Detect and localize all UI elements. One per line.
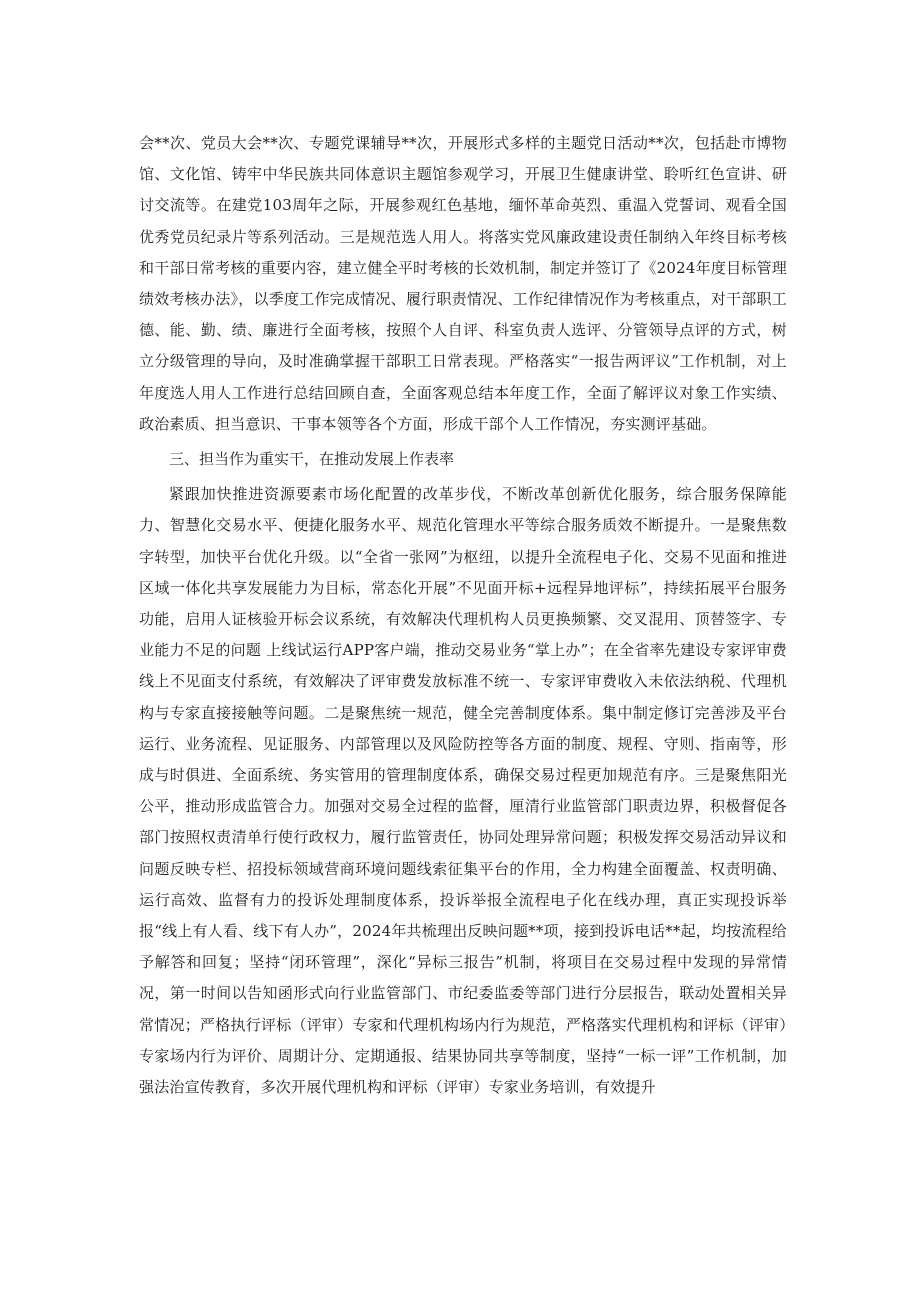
document-body	[139, 128, 787, 1103]
paragraph-development: 紧跟加快推进资源要素市场化配置的改革步伐，不断改革创新优化服务，综合服务保障能力、智慧化交易水平、便捷化服务水平、规范化管理水平等综合服务质效不断提升。一是聚焦数字转型，加快平台优化升级。以“全省一张网”为枢纽，以提升全流程电子化、交易不见面和推进区域一体化共享发展能力为目标，常态化开展”不见面开标+远程异地评标”，持续拓展平台服务功能，启用人证核验开标会议系统，有效解决代理机构人员更换频繁、交叉混用、顶替签字、专业能力不足的问题 上线试运行APP客户端，推动交易业务“掌上办”；在全省率先建设专家评审费线上不见面支付系统，有效解决了评审费发放标准不统一、专家评审费收入未依法纳税、代理机构与专家直接接触等问题。二是聚焦统一规范，健全完善制度体系。集中制定修订完善涉及平台运行、业务流程、见证服务、内部管理以及风险防控等各方面的制度、规程、守则、指南等，形成与时俱进、全面系统、务实管用的管理制度体系，确保交易过程更加规范有序。三是聚焦阳光公平，推动形成监管合力。加强对交易全过程的监督，厘清行业监管部门职责边界，积极督促各部门按照权责清单行使行政权力，履行监管责任，协同处理异常问题；积极发挥交易活动异议和问题反映专栏、招投标领域营商环境问题线索征集平台的作用，全力构建全面覆盖、权责明确、运行高效、监督有力的投诉处理制度体系，投诉举报全流程电子化在线办理，真正实现投诉举报“线上有人看、线下有人办”，2024年共梳理出反映问题**项，接到投诉电话**起，均按流程给予解答和回复；坚持“闭环管理”，深化“异标三报告”机制，将项目在交易过程中发现的异常情况，第一时间以告知函形式向行业监管部门、市纪委监委等部门进行分层报告，联动处置相关异常情况；严格执行评标（评审）专家和代理机构场内行为规范，严格落实代理机构和评标（评审）专家场内行为评价、周期计分、定期通报、结果协同共享等制度，坚持“一标一评”工作机制，加强法治宣传教育，多次开展代理机构和评标（评审）专家业务培训，有效提升	[139, 485, 787, 1097]
paragraph-party-activities: 会**次、党员大会**次、专题党课辅导**次，开展形式多样的主题党日活动**次，包括赴市博物馆、文化馆、铸牢中华民族共同体意识主题馆参观学习，开展卫生健康讲堂、聆听红色宣讲、研讨交流等。在建党103周年之际，开展参观红色基地，缅怀革命英烈、重温入党誓词、观看全国优秀党员纪录片等系列活动。三是规范选人用人。将落实党风廉政建设责任制纳入年终目标考核和干部日常考核的重要内容，建立健全平时考核的长效机制，制定并签订了《2024年度目标管理绩效考核办法》，以季度工作完成情况、履行职责情况、工作纪律情况作为考核重点，对干部职工德、能、勤、绩、廉进行全面考核，按照个人自评、科室负责人选评、分管领导点评的方式，树立分级管理的导向，及时准确掌握干部职工日常表现。严格落实“一报告两评议”工作机制，对上年度选人用人工作进行总结回顾自查，全面客观总结本年度工作，全面了解评议对象工作实绩、政治素质、担当意识、干事本领等各个方面，形成干部个人工作情况，夯实测评基础。	[139, 134, 787, 433]
section-heading-3: 三、担当作为重实干，在推动发展上作表率	[169, 450, 455, 469]
